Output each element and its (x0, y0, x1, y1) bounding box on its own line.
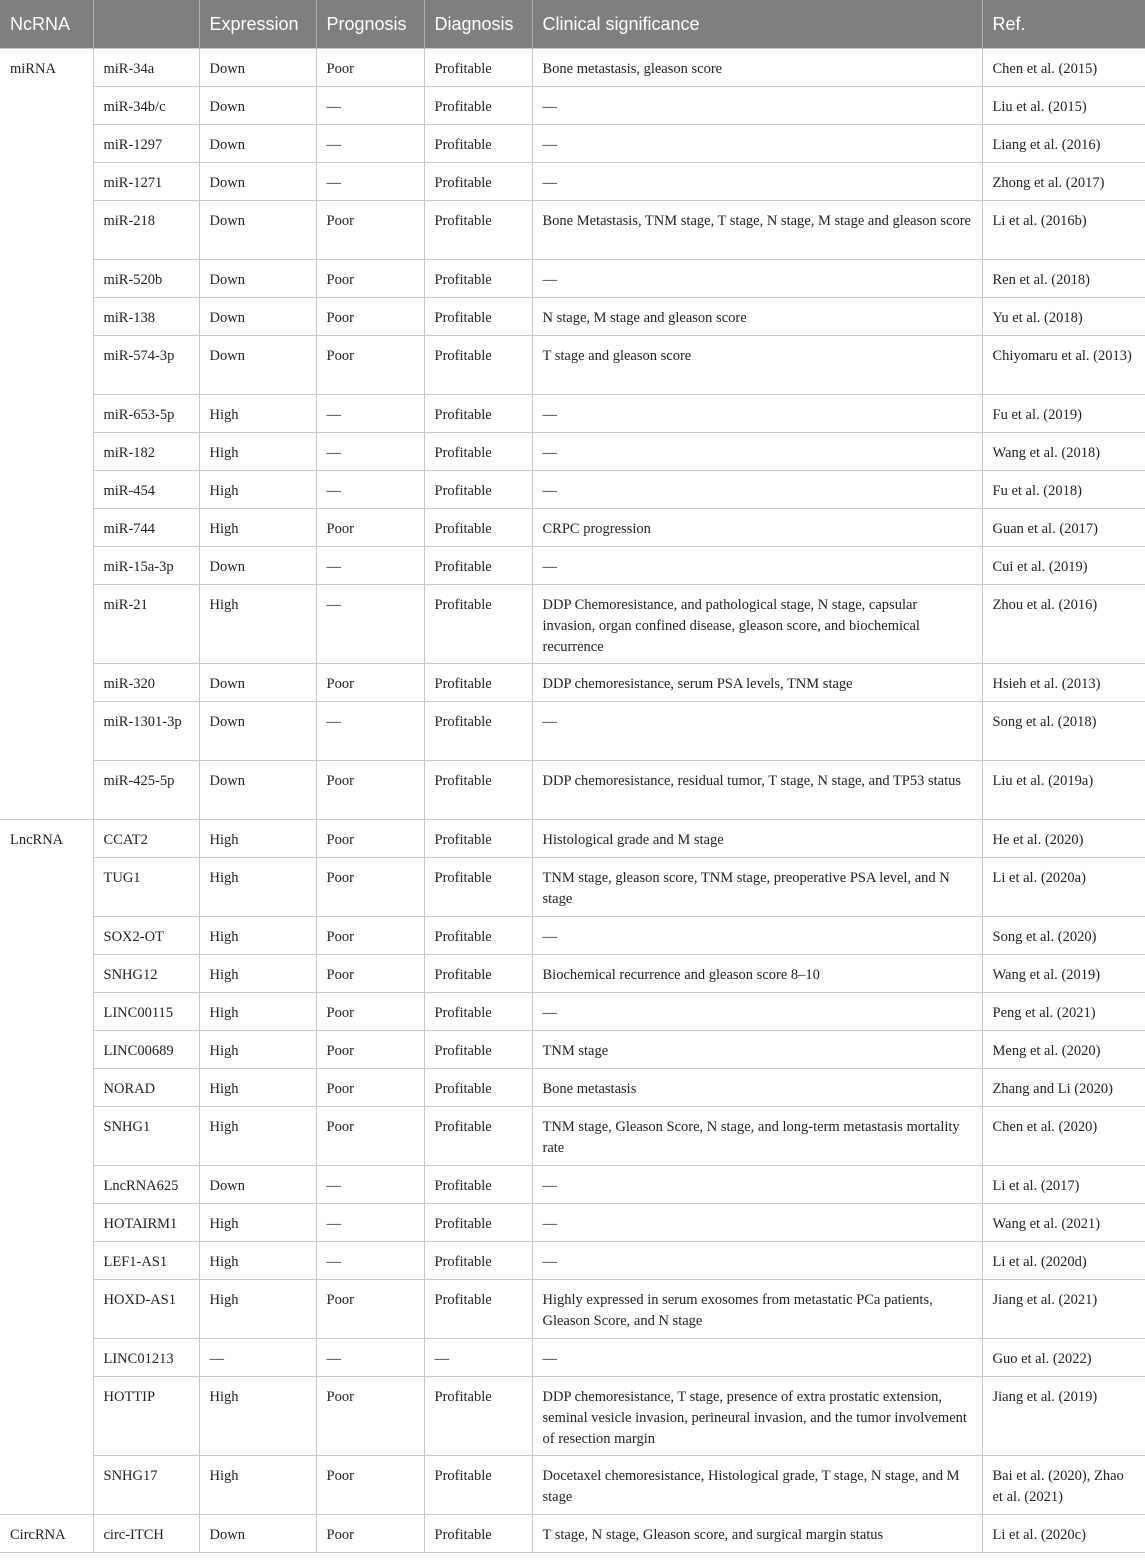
prognosis-cell: Poor (316, 1107, 424, 1166)
table-row (0, 125, 1145, 163)
rna-name-cell: CCAT2 (93, 820, 199, 858)
header-diagnosis: Diagnosis (424, 0, 532, 49)
clinical-significance-cell: — (532, 1166, 982, 1204)
table-row (0, 1031, 1145, 1069)
prognosis-cell: — (316, 1242, 424, 1280)
rna-name-cell: LINC01213 (93, 1339, 199, 1377)
prognosis-cell: Poor (316, 509, 424, 547)
table-row (0, 702, 1145, 761)
diagnosis-cell: Profitable (424, 761, 532, 820)
diagnosis-cell: Profitable (424, 858, 532, 917)
prognosis-cell: — (316, 395, 424, 433)
clinical-significance-cell: — (532, 260, 982, 298)
ref-cell: Li et al. (2020a) (982, 858, 1145, 917)
diagnosis-cell: Profitable (424, 49, 532, 87)
clinical-significance-cell: DDP chemoresistance, serum PSA levels, TNM stage (532, 664, 982, 702)
rna-name-cell: miR-218 (93, 201, 199, 260)
expression-cell: High (199, 1242, 316, 1280)
table-row (0, 664, 1145, 702)
table-row (0, 1515, 1145, 1553)
expression-cell: Down (199, 702, 316, 761)
clinical-significance-cell: Histological grade and M stage (532, 820, 982, 858)
diagnosis-cell: Profitable (424, 702, 532, 761)
ref-cell: Song et al. (2020) (982, 917, 1145, 955)
table-row (0, 858, 1145, 917)
ref-cell: Hsieh et al. (2013) (982, 664, 1145, 702)
rna-name-cell: LEF1-AS1 (93, 1242, 199, 1280)
group-label: CircRNA (0, 1515, 93, 1553)
table-row (0, 433, 1145, 471)
clinical-significance-cell: — (532, 702, 982, 761)
table-row (0, 1069, 1145, 1107)
expression-cell: High (199, 1456, 316, 1515)
clinical-significance-cell: DDP chemoresistance, T stage, presence of extra prostatic extension, seminal vesicle invasion, perineural invasion, and the tumor involvement of resection margin (532, 1377, 982, 1456)
expression-cell: High (199, 395, 316, 433)
expression-cell: High (199, 1069, 316, 1107)
prognosis-cell: Poor (316, 1280, 424, 1339)
diagnosis-cell: Profitable (424, 955, 532, 993)
ref-cell: Fu et al. (2019) (982, 395, 1145, 433)
prognosis-cell: Poor (316, 1031, 424, 1069)
table-row (0, 917, 1145, 955)
prognosis-cell: Poor (316, 298, 424, 336)
ref-cell: Song et al. (2018) (982, 702, 1145, 761)
rna-name-cell: SOX2-OT (93, 917, 199, 955)
expression-cell: Down (199, 1166, 316, 1204)
prognosis-cell: Poor (316, 1515, 424, 1553)
prognosis-cell: Poor (316, 201, 424, 260)
table-row (0, 163, 1145, 201)
clinical-significance-cell: Bone metastasis (532, 1069, 982, 1107)
ref-cell: Liang et al. (2016) (982, 125, 1145, 163)
rna-name-cell: miR-138 (93, 298, 199, 336)
clinical-significance-cell: Biochemical recurrence and gleason score 8–10 (532, 955, 982, 993)
rna-name-cell: SNHG17 (93, 1456, 199, 1515)
clinical-significance-cell: CRPC progression (532, 509, 982, 547)
clinical-significance-cell: — (532, 163, 982, 201)
ref-cell: Zhang and Li (2020) (982, 1069, 1145, 1107)
prognosis-cell: — (316, 125, 424, 163)
table-row (0, 761, 1145, 820)
table-row (0, 260, 1145, 298)
ref-cell: Chiyomaru et al. (2013) (982, 336, 1145, 395)
prognosis-cell: — (316, 87, 424, 125)
header-row (0, 0, 1145, 49)
rna-name-cell: miR-182 (93, 433, 199, 471)
header-ncrna: NcRNA (0, 0, 93, 49)
clinical-significance-cell: Bone metastasis, gleason score (532, 49, 982, 87)
rna-name-cell: miR-1271 (93, 163, 199, 201)
rna-name-cell: miR-320 (93, 664, 199, 702)
expression-cell: High (199, 917, 316, 955)
ref-cell: Meng et al. (2020) (982, 1031, 1145, 1069)
rna-name-cell: HOTTIP (93, 1377, 199, 1456)
rna-name-cell: HOXD-AS1 (93, 1280, 199, 1339)
ref-cell: Wang et al. (2021) (982, 1204, 1145, 1242)
rna-name-cell: miR-454 (93, 471, 199, 509)
diagnosis-cell: Profitable (424, 1280, 532, 1339)
rna-name-cell: miR-1301-3p (93, 702, 199, 761)
expression-cell: Down (199, 201, 316, 260)
expression-cell: Down (199, 298, 316, 336)
ref-cell: Chen et al. (2020) (982, 1107, 1145, 1166)
rna-name-cell: miR-34a (93, 49, 199, 87)
clinical-significance-cell: — (532, 1242, 982, 1280)
table-row (0, 1107, 1145, 1166)
diagnosis-cell: Profitable (424, 664, 532, 702)
table-row (0, 471, 1145, 509)
ref-cell: Liu et al. (2015) (982, 87, 1145, 125)
clinical-significance-cell: — (532, 471, 982, 509)
prognosis-cell: Poor (316, 917, 424, 955)
prognosis-cell: Poor (316, 761, 424, 820)
prognosis-cell: — (316, 1204, 424, 1242)
prognosis-cell: Poor (316, 1377, 424, 1456)
clinical-significance-cell: TNM stage, Gleason Score, N stage, and long-term metastasis mortality rate (532, 1107, 982, 1166)
table-row (0, 820, 1145, 858)
expression-cell: High (199, 509, 316, 547)
diagnosis-cell: Profitable (424, 1031, 532, 1069)
ref-cell: He et al. (2020) (982, 820, 1145, 858)
expression-cell: Down (199, 87, 316, 125)
expression-cell: High (199, 585, 316, 664)
expression-cell: High (199, 1107, 316, 1166)
expression-cell: Down (199, 260, 316, 298)
clinical-significance-cell: Bone Metastasis, TNM stage, T stage, N stage, M stage and gleason score (532, 201, 982, 260)
header-name (93, 0, 199, 49)
diagnosis-cell: Profitable (424, 1107, 532, 1166)
table-row (0, 1377, 1145, 1456)
prognosis-cell: — (316, 1339, 424, 1377)
ref-cell: Wang et al. (2019) (982, 955, 1145, 993)
rna-name-cell: miR-653-5p (93, 395, 199, 433)
table-row (0, 955, 1145, 993)
clinical-significance-cell: Highly expressed in serum exosomes from metastatic PCa patients, Gleason Score, and N stage (532, 1280, 982, 1339)
table-row (0, 585, 1145, 664)
diagnosis-cell: Profitable (424, 547, 532, 585)
clinical-significance-cell: Docetaxel chemoresistance, Histological grade, T stage, N stage, and M stage (532, 1456, 982, 1515)
header-expression: Expression (199, 0, 316, 49)
ref-cell: Jiang et al. (2019) (982, 1377, 1145, 1456)
clinical-significance-cell: TNM stage (532, 1031, 982, 1069)
rna-name-cell: HOTAIRM1 (93, 1204, 199, 1242)
ref-cell: Jiang et al. (2021) (982, 1280, 1145, 1339)
table-row (0, 1339, 1145, 1377)
ref-cell: Yu et al. (2018) (982, 298, 1145, 336)
diagnosis-cell: Profitable (424, 820, 532, 858)
expression-cell: High (199, 1031, 316, 1069)
expression-cell: Down (199, 125, 316, 163)
rna-name-cell: SNHG12 (93, 955, 199, 993)
rna-name-cell: TUG1 (93, 858, 199, 917)
diagnosis-cell: Profitable (424, 395, 532, 433)
table-row (0, 395, 1145, 433)
ref-cell: Cui et al. (2019) (982, 547, 1145, 585)
expression-cell: Down (199, 761, 316, 820)
expression-cell: High (199, 858, 316, 917)
diagnosis-cell: Profitable (424, 1069, 532, 1107)
diagnosis-cell: Profitable (424, 1166, 532, 1204)
expression-cell: Down (199, 547, 316, 585)
diagnosis-cell: Profitable (424, 917, 532, 955)
table-row (0, 1166, 1145, 1204)
expression-cell: High (199, 820, 316, 858)
rna-name-cell: miR-425-5p (93, 761, 199, 820)
clinical-significance-cell: — (532, 1204, 982, 1242)
table-row (0, 49, 1145, 87)
prognosis-cell: Poor (316, 260, 424, 298)
prognosis-cell: — (316, 433, 424, 471)
expression-cell: High (199, 993, 316, 1031)
clinical-significance-cell: — (532, 395, 982, 433)
diagnosis-cell: Profitable (424, 260, 532, 298)
expression-cell: High (199, 1280, 316, 1339)
prognosis-cell: — (316, 585, 424, 664)
header-prognosis: Prognosis (316, 0, 424, 49)
expression-cell: Down (199, 1515, 316, 1553)
clinical-significance-cell: — (532, 547, 982, 585)
table-row (0, 1242, 1145, 1280)
expression-cell: Down (199, 336, 316, 395)
table-row (0, 1204, 1145, 1242)
diagnosis-cell: Profitable (424, 163, 532, 201)
prognosis-cell: Poor (316, 1456, 424, 1515)
diagnosis-cell: Profitable (424, 125, 532, 163)
table-row (0, 336, 1145, 395)
prognosis-cell: — (316, 702, 424, 761)
diagnosis-cell: Profitable (424, 585, 532, 664)
prognosis-cell: — (316, 471, 424, 509)
expression-cell: Down (199, 664, 316, 702)
diagnosis-cell: Profitable (424, 509, 532, 547)
header-clinical-significance: Clinical significance (532, 0, 982, 49)
clinical-significance-cell: — (532, 993, 982, 1031)
prognosis-cell: Poor (316, 336, 424, 395)
rna-name-cell: miR-34b/c (93, 87, 199, 125)
expression-cell: High (199, 1204, 316, 1242)
rna-name-cell: LINC00689 (93, 1031, 199, 1069)
clinical-significance-cell: — (532, 87, 982, 125)
diagnosis-cell: — (424, 1339, 532, 1377)
table-row (0, 509, 1145, 547)
ref-cell: Zhong et al. (2017) (982, 163, 1145, 201)
table-row (0, 547, 1145, 585)
expression-cell: High (199, 433, 316, 471)
ref-cell: Li et al. (2016b) (982, 201, 1145, 260)
expression-cell: High (199, 955, 316, 993)
ref-cell: Guan et al. (2017) (982, 509, 1145, 547)
ref-cell: Li et al. (2017) (982, 1166, 1145, 1204)
ref-cell: Li et al. (2020c) (982, 1515, 1145, 1553)
table-row (0, 87, 1145, 125)
clinical-significance-cell: N stage, M stage and gleason score (532, 298, 982, 336)
expression-cell: Down (199, 163, 316, 201)
rna-name-cell: miR-520b (93, 260, 199, 298)
rna-name-cell: LncRNA625 (93, 1166, 199, 1204)
expression-cell: High (199, 471, 316, 509)
ref-cell: Ren et al. (2018) (982, 260, 1145, 298)
rna-name-cell: miR-1297 (93, 125, 199, 163)
ref-cell: Peng et al. (2021) (982, 993, 1145, 1031)
diagnosis-cell: Profitable (424, 1242, 532, 1280)
clinical-significance-cell: TNM stage, gleason score, TNM stage, preoperative PSA level, and N stage (532, 858, 982, 917)
clinical-significance-cell: — (532, 433, 982, 471)
ref-cell: Wang et al. (2018) (982, 433, 1145, 471)
table-row (0, 201, 1145, 260)
rna-name-cell: miR-15a-3p (93, 547, 199, 585)
ref-cell: Li et al. (2020d) (982, 1242, 1145, 1280)
clinical-significance-cell: — (532, 1339, 982, 1377)
rna-name-cell: NORAD (93, 1069, 199, 1107)
prognosis-cell: Poor (316, 993, 424, 1031)
diagnosis-cell: Profitable (424, 471, 532, 509)
ref-cell: Zhou et al. (2016) (982, 585, 1145, 664)
rna-name-cell: SNHG1 (93, 1107, 199, 1166)
expression-cell: Down (199, 49, 316, 87)
rna-name-cell: miR-744 (93, 509, 199, 547)
table-body (0, 49, 1145, 1553)
prognosis-cell: — (316, 547, 424, 585)
diagnosis-cell: Profitable (424, 993, 532, 1031)
diagnosis-cell: Profitable (424, 1377, 532, 1456)
ref-cell: Guo et al. (2022) (982, 1339, 1145, 1377)
diagnosis-cell: Profitable (424, 1456, 532, 1515)
rna-name-cell: miR-21 (93, 585, 199, 664)
ref-cell: Bai et al. (2020), Zhao et al. (2021) (982, 1456, 1145, 1515)
header-ref: Ref. (982, 0, 1145, 49)
prognosis-cell: Poor (316, 1069, 424, 1107)
diagnosis-cell: Profitable (424, 201, 532, 260)
clinical-significance-cell: — (532, 917, 982, 955)
expression-cell: — (199, 1339, 316, 1377)
clinical-significance-cell: T stage, N stage, Gleason score, and surgical margin status (532, 1515, 982, 1553)
table-row (0, 1280, 1145, 1339)
prognosis-cell: Poor (316, 820, 424, 858)
ref-cell: Fu et al. (2018) (982, 471, 1145, 509)
clinical-significance-cell: — (532, 125, 982, 163)
clinical-significance-cell: T stage and gleason score (532, 336, 982, 395)
ref-cell: Liu et al. (2019a) (982, 761, 1145, 820)
prognosis-cell: Poor (316, 49, 424, 87)
prognosis-cell: Poor (316, 955, 424, 993)
table-row (0, 993, 1145, 1031)
prognosis-cell: Poor (316, 664, 424, 702)
rna-name-cell: circ-ITCH (93, 1515, 199, 1553)
prognosis-cell: — (316, 163, 424, 201)
diagnosis-cell: Profitable (424, 1204, 532, 1242)
table-row (0, 298, 1145, 336)
diagnosis-cell: Profitable (424, 336, 532, 395)
clinical-significance-cell: DDP Chemoresistance, and pathological stage, N stage, capsular invasion, organ confined disease, gleason score, and biochemical recurrence (532, 585, 982, 664)
diagnosis-cell: Profitable (424, 433, 532, 471)
diagnosis-cell: Profitable (424, 1515, 532, 1553)
rna-name-cell: miR-574-3p (93, 336, 199, 395)
expression-cell: High (199, 1377, 316, 1456)
group-label: miRNA (0, 49, 93, 820)
ref-cell: Chen et al. (2015) (982, 49, 1145, 87)
diagnosis-cell: Profitable (424, 298, 532, 336)
prognosis-cell: Poor (316, 858, 424, 917)
diagnosis-cell: Profitable (424, 87, 532, 125)
prognosis-cell: — (316, 1166, 424, 1204)
table-row (0, 1456, 1145, 1515)
clinical-significance-cell: DDP chemoresistance, residual tumor, T stage, N stage, and TP53 status (532, 761, 982, 820)
rna-name-cell: LINC00115 (93, 993, 199, 1031)
group-label: LncRNA (0, 820, 93, 1515)
